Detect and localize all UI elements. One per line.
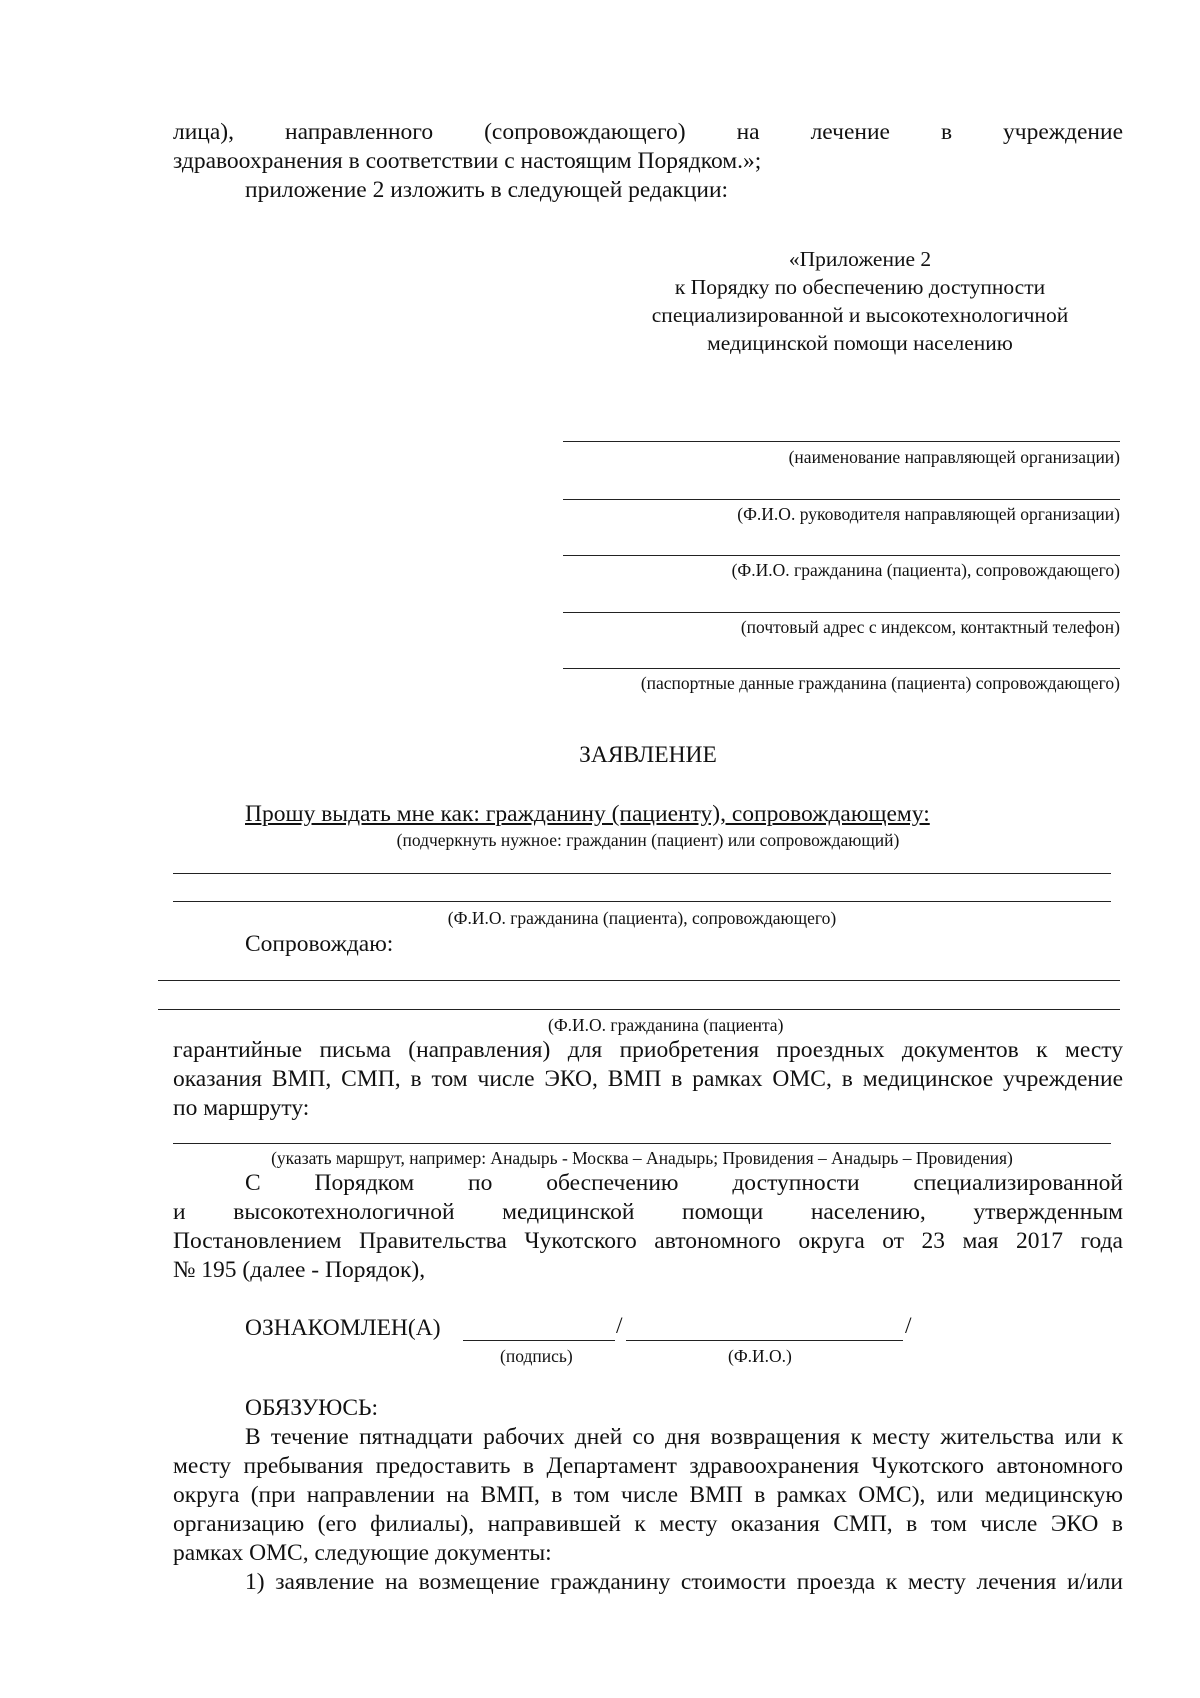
procedure-line-1: С Порядком по обеспечению доступности специализированной (245, 1170, 1123, 1196)
route-caption: (указать маршрут, например: Анадырь - Москва – Анадырь; Провидения – Анадырь – Провидения) (271, 1148, 1013, 1168)
statement-title: ЗАЯВЛЕНИЕ (579, 742, 717, 768)
signature-line[interactable] (463, 1340, 615, 1341)
letters-line-3: по маршруту: (173, 1095, 310, 1121)
letters-line-2: оказания ВМП, СМП, в том числе ЭКО, ВМП в рамках ОМС, в медицинское учреждение (173, 1066, 1123, 1092)
obligation-line-1: В течение пятнадцати рабочих дней со дня возвращения к месту жительства или к (245, 1424, 1123, 1450)
annex-header (590, 245, 1130, 357)
fio-caption: (Ф.И.О. гражданина (пациента), сопровождающего) (447, 908, 837, 928)
request-text: Прошу выдать мне как: гражданину (пациенту), сопровождающему: (245, 801, 930, 827)
annex-line-2: к Порядку по обеспечению доступности (674, 275, 1046, 299)
fio-line-1[interactable] (173, 873, 1111, 874)
patient-line-2[interactable] (158, 1009, 1120, 1010)
intro-line-2: здравоохранения в соответствии с настоящим Порядком.»; (173, 148, 762, 174)
address-line[interactable] (563, 612, 1120, 613)
obligation-line-4: организацию (его филиалы), направившей к месту оказания СМП, в том числе ЭКО в (173, 1511, 1123, 1537)
patient-line-1[interactable] (158, 980, 1120, 981)
acknowledged-fio-line[interactable] (626, 1340, 903, 1341)
intro-line-1: лица), направленного (сопровождающего) на лечение в учреждение (173, 119, 1123, 145)
org-name-line[interactable] (563, 441, 1120, 442)
patient-caption: (Ф.И.О. гражданина (пациента) (548, 1015, 784, 1035)
slash-2: / (905, 1313, 912, 1339)
address-caption: (почтовый адрес с индексом, контактный телефон) (740, 617, 1120, 637)
acknowledged-label: ОЗНАКОМЛЕН(А) (245, 1315, 441, 1341)
obligation-title: ОБЯЗУЮСЬ: (245, 1395, 379, 1421)
passport-caption: (паспортные данные гражданина (пациента) сопровождающего) (640, 673, 1120, 693)
org-name-caption: (наименование направляющей организации) (788, 447, 1120, 467)
request-hint: (подчеркнуть нужное: гражданин (пациент) или сопровождающий) (396, 830, 900, 850)
director-name-line[interactable] (563, 499, 1120, 500)
procedure-line-3: Постановлением Правительства Чукотского автономного округа от 23 мая 2017 года (173, 1228, 1123, 1254)
annex-line-1: «Приложение 2 (788, 247, 932, 271)
procedure-line-4: № 195 (далее - Порядок), (173, 1257, 426, 1283)
annex-line-3: специализированной и высокотехнологичной (651, 303, 1069, 327)
obligation-line-2: месту пребывания предоставить в Департамент здравоохранения Чукотского автономного (173, 1453, 1123, 1479)
route-line[interactable] (173, 1143, 1111, 1144)
annex-line-4: медицинской помощи населению (707, 331, 1013, 355)
letters-line-1: гарантийные письма (направления) для приобретения проездных документов к месту (173, 1037, 1123, 1063)
accompany-label: Сопровождаю: (245, 931, 394, 957)
intro-line-3: приложение 2 изложить в следующей редакции: (245, 177, 729, 203)
director-name-caption: (Ф.И.О. руководителя направляющей организации) (737, 504, 1120, 524)
citizen-name-caption: (Ф.И.О. гражданина (пациента), сопровождающего) (731, 560, 1120, 580)
obligation-line-5: рамках ОМС, следующие документы: (173, 1540, 552, 1566)
obligation-line-3: округа (при направлении на ВМП, в том числе ВМП в рамках ОМС), или медицинскую (173, 1482, 1123, 1508)
acknowledged-fio-caption: (Ф.И.О.) (728, 1346, 792, 1366)
signature-caption: (подпись) (500, 1346, 573, 1366)
obligation-line-6: 1) заявление на возмещение гражданину стоимости проезда к месту лечения и/или (245, 1569, 1123, 1595)
slash-1: / (616, 1313, 623, 1339)
passport-line[interactable] (563, 668, 1120, 669)
procedure-line-2: и высокотехнологичной медицинской помощи населению, утвержденным (173, 1199, 1123, 1225)
fio-line-2[interactable] (173, 901, 1111, 902)
citizen-name-line[interactable] (563, 555, 1120, 556)
